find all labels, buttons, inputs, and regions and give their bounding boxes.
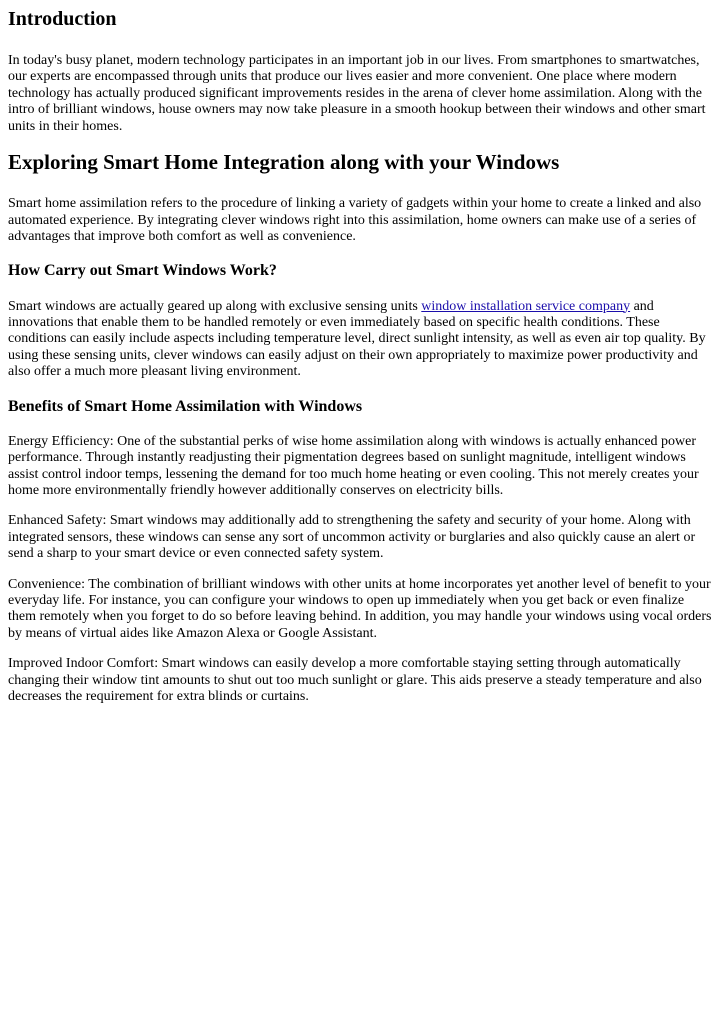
how-work-paragraph (8, 299, 712, 381)
exploring-paragraph: Smart home assimilation refers to the procedure of linking a variety of gadgets within your home to create a linked and also automated experience. By integrating clever windows right into this assimilation, home owners can make use of a series of advantages that improve both comfort as well as convenience. (8, 196, 702, 244)
intro-paragraph: In today's busy planet, modern technology participates in an important job in our lives. From smartphones to smartwatches, our experts are encompassed through units that produce our lives easier and more convenient. One place where modern technology has actually produced significant improvements resides in the arena of clever home assimilation. Along with the intro of brilliant windows, house owners may now take pleasure in a smooth hookup between their windows and other smart units in their homes. (8, 53, 706, 134)
exploring-heading: Exploring Smart Home Integration along with your Windows (8, 150, 560, 175)
how-work-heading: How Carry out Smart Windows Work? (8, 262, 277, 280)
how-work-text-after-link: and innovations that enable them to be handled remotely or even immediately based on specific health conditions. These conditions can easily include aspects including temperature level, direct sunlight intensity, as well as even air top quality. By using these sensing units, clever windows can easily adjust on their own appropriately to maximize power productivity and also offer a much more pleasant living environment. (8, 298, 706, 380)
intro-heading: Introduction (8, 8, 117, 30)
benefit-convenience-paragraph: Convenience: The combination of brilliant windows with other units at home incorporates yet another level of benefit to your everyday life. For instance, you can configure your windows to open up immediately when you get back or even finalize them remotely when you forget to do so before leaving behind. In addition, you may handle your windows using vocal orders by means of virtual aides like Amazon Alexa or Google Assistant. (8, 576, 712, 641)
benefits-heading: Benefits of Smart Home Assimilation with Windows (8, 397, 363, 415)
window-installation-link[interactable]: window installation service company (421, 298, 631, 314)
benefit-safety-paragraph: Enhanced Safety: Smart windows may additionally add to strengthening the safety and security of your home. Along with integrated sensors, these windows can sense any sort of uncommon activity or burglaries and also quickly cause an alert or send a sharp to your smart device or even connected safety system. (8, 513, 696, 562)
how-work-text-before-link: Smart windows are actually geared up along with exclusive sensing units (8, 298, 422, 314)
benefit-energy-paragraph: Energy Efficiency: One of the substantial perks of wise home assimilation along with windows is actually enhanced power performance. Through instantly readjusting their pigmentation degrees based on sunlight magnitude, intelligent windows assist control indoor temps, lessening the demand for too much home heating or even cooling. This not merely creates your home more environmentally friendly however additionally conserves on electricity bills. (8, 433, 699, 499)
benefit-comfort-paragraph: Improved Indoor Comfort: Smart windows can easily develop a more comfortable staying setting through automatically changing their window tint amounts to shut out too much sunlight or glare. This aids preserve a steady temperature and also decreases the requirement for extra blinds or curtains. (8, 656, 702, 705)
